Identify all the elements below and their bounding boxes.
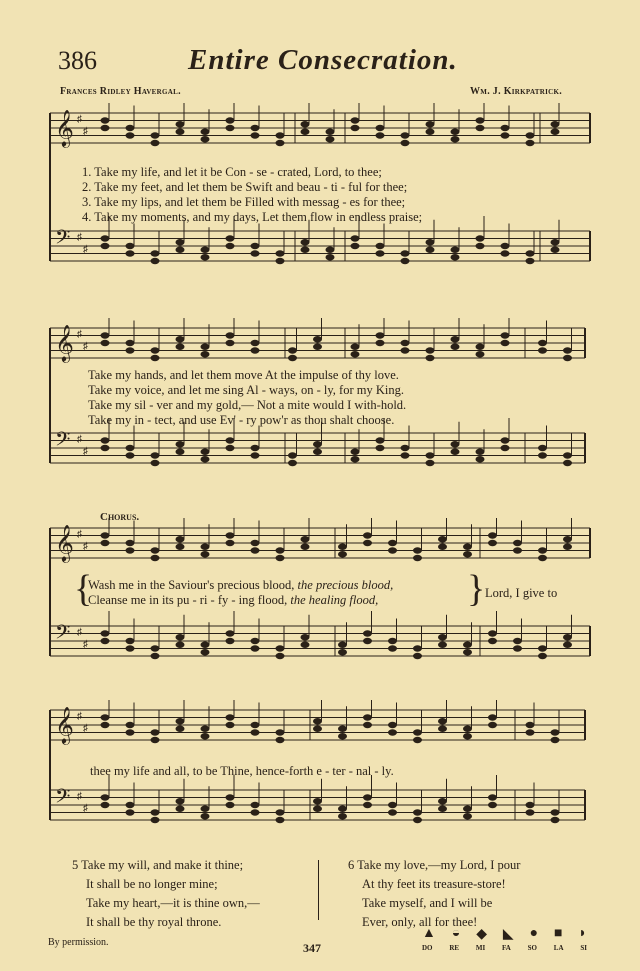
solfege-syllables bbox=[422, 944, 587, 952]
hymn-number: 386 bbox=[58, 46, 97, 75]
stanza-5 bbox=[72, 856, 260, 932]
verse-4-line-1: 4. Take my moments, and my days, Let them flow in endless praise; bbox=[82, 210, 423, 224]
svg-text:♯: ♯ bbox=[83, 446, 88, 457]
verse-4-line-2: Take my in - tect, and use Ev' - ry pow'r as thou shalt choose. bbox=[88, 413, 395, 427]
svg-text:♯: ♯ bbox=[77, 529, 82, 540]
chorus-line-3: Lord, I give to bbox=[485, 586, 558, 600]
svg-text:𝄢: 𝄢 bbox=[55, 225, 71, 254]
stanza-5-line-3: Take my heart,—it is thine own,— bbox=[86, 896, 260, 910]
shape-mi-icon: ◆ bbox=[476, 927, 487, 942]
shape-la-icon: ■ bbox=[554, 926, 563, 941]
permission-note: By permission. bbox=[48, 937, 109, 948]
chorus-line-1 bbox=[88, 578, 393, 593]
svg-text:♯: ♯ bbox=[77, 232, 82, 243]
svg-text:𝄞: 𝄞 bbox=[55, 705, 74, 744]
composer-credit: Wm. J. Kirkpatrick. bbox=[470, 86, 563, 97]
solfege-la: LA bbox=[553, 944, 564, 952]
shape-si-icon: ◗ bbox=[578, 926, 587, 941]
svg-text:♯: ♯ bbox=[83, 639, 88, 650]
solfege-mi: MI bbox=[475, 944, 486, 952]
chorus-line-1-text: Wash me in the Saviour's precious blood, bbox=[88, 578, 295, 592]
shape-note-icons bbox=[422, 926, 587, 943]
verse-3-line-2: Take my sil - ver and my gold,— Not a mite would I with-hold. bbox=[88, 398, 407, 412]
svg-text:𝄢: 𝄢 bbox=[55, 620, 71, 649]
stanza-5-line-2: It shall be no longer mine; bbox=[86, 877, 218, 891]
solfege-si: SI bbox=[580, 944, 587, 952]
chorus-line-2-echo: the healing flood, bbox=[290, 593, 379, 607]
hymn-title: Entire Consecration. bbox=[188, 44, 458, 76]
solfege-do: DO bbox=[422, 944, 433, 952]
svg-text:♯: ♯ bbox=[77, 711, 82, 722]
stanza-6-line-2: At thy feet its treasure-store! bbox=[362, 877, 506, 891]
verse-2-line-1: 2. Take my feet, and let them be Swift and beau - ti - ful for thee; bbox=[82, 180, 408, 194]
svg-text:♯: ♯ bbox=[77, 434, 82, 445]
shape-fa-icon: ◣ bbox=[502, 927, 514, 942]
svg-text:𝄢: 𝄢 bbox=[55, 784, 71, 813]
verse-1-line-1: 1. Take my life, and let it be Con - se - crated, Lord, to thee; bbox=[82, 165, 382, 179]
solfege-so: SO bbox=[527, 944, 537, 952]
verse-3-line-1: 3. Take my lips, and let them be Filled with messag - es for thee; bbox=[82, 195, 406, 209]
svg-text:♯: ♯ bbox=[83, 541, 88, 552]
chorus-line-2 bbox=[88, 593, 378, 608]
shape-re-icon: ◒ bbox=[451, 926, 461, 941]
stanza-6-line-3: Take myself, and I will be bbox=[362, 896, 493, 910]
svg-text:♯: ♯ bbox=[83, 803, 88, 814]
svg-text:♯: ♯ bbox=[83, 244, 88, 255]
stanza-5-line-1: 5 Take my will, and make it thine; bbox=[72, 858, 244, 872]
stanza-5-line-4: It shall be thy royal throne. bbox=[86, 915, 222, 929]
svg-text:♯: ♯ bbox=[83, 126, 88, 137]
chorus-line-2-text: Cleanse me in its pu - ri - fy - ing flood, bbox=[88, 593, 288, 607]
svg-text:𝄞: 𝄞 bbox=[55, 108, 74, 147]
solfege-fa: FA bbox=[502, 944, 511, 952]
verse-2-line-2: Take my voice, and let me sing Al - ways, on - ly, for my King. bbox=[88, 383, 404, 397]
shape-so-icon: ● bbox=[529, 926, 539, 941]
svg-text:𝄢: 𝄢 bbox=[55, 427, 71, 456]
stanza-6-line-4: Ever, only, all for thee! bbox=[362, 915, 478, 929]
solfege-re: RE bbox=[449, 944, 460, 952]
svg-text:♯: ♯ bbox=[83, 341, 88, 352]
stanza-6-line-1: 6 Take my love,—my Lord, I pour bbox=[348, 858, 521, 872]
svg-text:𝄞: 𝄞 bbox=[55, 523, 74, 562]
svg-text:♯: ♯ bbox=[77, 791, 82, 802]
stanza-divider bbox=[318, 860, 319, 920]
svg-text:♯: ♯ bbox=[83, 723, 88, 734]
chorus-brace-left: { bbox=[74, 568, 93, 610]
chorus-line-4: thee my life and all, to be Thine, hence-forth e - ter - nal - ly. bbox=[90, 764, 394, 778]
author-credit: Frances Ridley Havergal. bbox=[60, 86, 181, 97]
verse-1-line-2: Take my hands, and let them move At the impulse of thy love. bbox=[88, 368, 399, 382]
chorus-label: Chorus. bbox=[100, 511, 140, 523]
chorus-brace-right: } bbox=[467, 568, 486, 610]
chorus-line-1-echo: the precious blood, bbox=[297, 578, 394, 592]
shape-do-icon: ▲ bbox=[422, 926, 436, 941]
svg-text:♯: ♯ bbox=[77, 627, 82, 638]
page-number: 347 bbox=[303, 941, 321, 955]
svg-text:𝄞: 𝄞 bbox=[55, 323, 74, 362]
svg-text:♯: ♯ bbox=[77, 114, 82, 125]
stanza-6 bbox=[348, 856, 520, 932]
svg-text:♯: ♯ bbox=[77, 329, 82, 340]
solfege-key bbox=[422, 926, 587, 952]
